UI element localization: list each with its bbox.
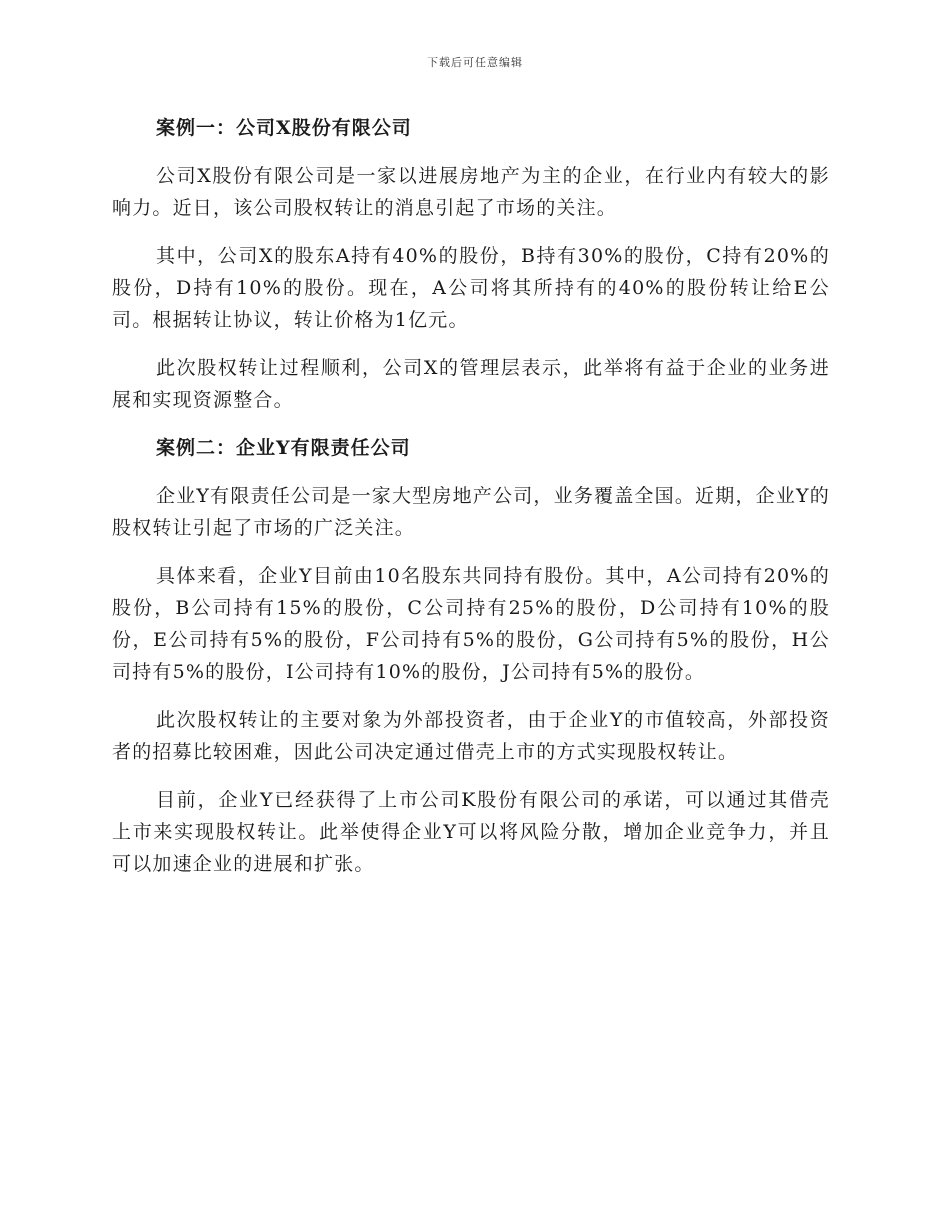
paragraph: 公司X股份有限公司是一家以进展房地产为主的企业，在行业内有较大的影响力。近日，该公司股权转让的消息引起了市场的关注。 <box>112 165 830 219</box>
paragraph: 企业Y有限责任公司是一家大型房地产公司，业务覆盖全国。近期，企业Y的股权转让引起了市场的广泛关注。 <box>112 485 830 539</box>
paragraph: 其中，公司X的股东A持有40%的股份，B持有30%的股份，C持有20%的股份，D持有10%的股份。现在，A公司将其所持有的40%的股份转让给E公司。根据转让协议，转让价格为1亿元。 <box>112 245 830 331</box>
paragraph: 此次股权转让的主要对象为外部投资者，由于企业Y的市值较高，外部投资者的招募比较困难，因此公司决定通过借壳上市的方式实现股权转让。 <box>112 709 830 763</box>
page-header: 下载后可任意编辑 <box>427 56 523 69</box>
section-heading-case-1: 案例一：公司X股份有限公司 <box>156 117 412 139</box>
paragraph: 具体来看，企业Y目前由10名股东共同持有股份。其中，A公司持有20%的股份，B公司持有15%的股份，C公司持有25%的股份，D公司持有10%的股份，E公司持有5%的股份，F公司持有5%的股份，G公司持有5%的股份，H公司持有5%的股份，I公司持有10%的股份，J公司持有5%的股份。 <box>112 565 830 683</box>
paragraph: 此次股权转让过程顺利，公司X的管理层表示，此举将有益于企业的业务进展和实现资源整合。 <box>112 357 830 411</box>
document-body <box>112 112 830 896</box>
paragraph: 目前，企业Y已经获得了上市公司K股份有限公司的承诺，可以通过其借壳上市来实现股权转让。此举使得企业Y可以将风险分散，增加企业竞争力，并且可以加速企业的进展和扩张。 <box>112 789 830 875</box>
section-heading-case-2: 案例二：企业Y有限责任公司 <box>156 437 411 459</box>
